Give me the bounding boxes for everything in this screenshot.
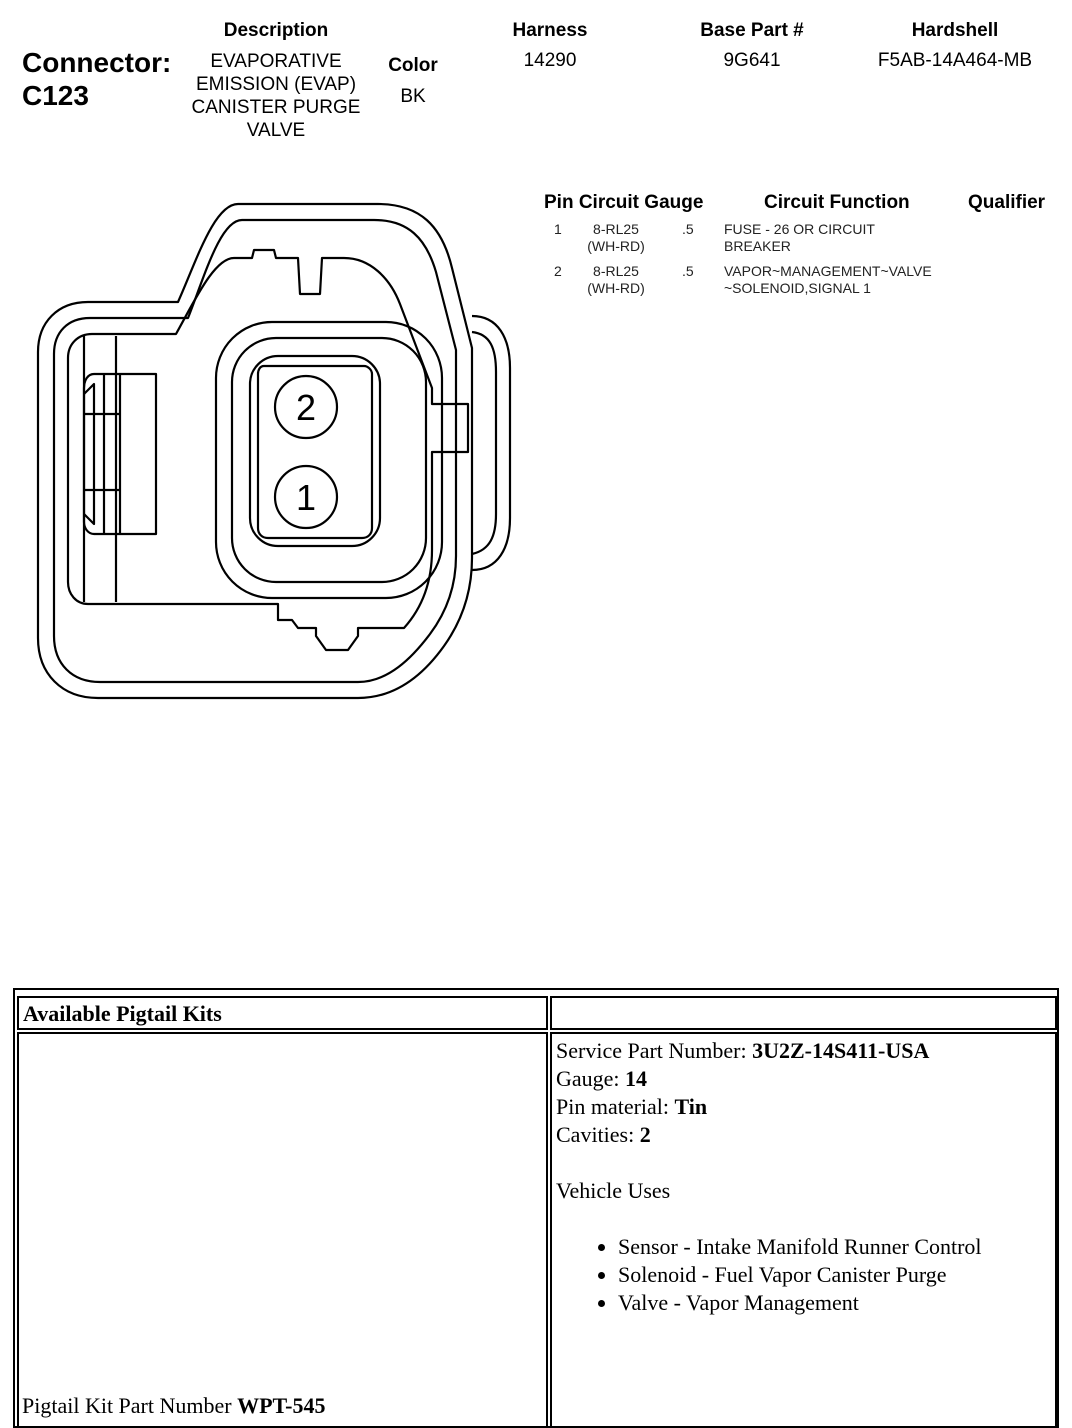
description-line: CANISTER PURGE xyxy=(191,97,361,118)
cavities-value: 2 xyxy=(639,1122,651,1147)
cavities-line xyxy=(556,1121,1051,1149)
vehicle-use-item: • Solenoid - Fuel Vapor Canister Purge xyxy=(618,1261,1051,1289)
vehicle-uses-label: Vehicle Uses xyxy=(556,1178,671,1203)
service-part-line xyxy=(556,1037,1051,1065)
connector-id: C123 xyxy=(22,80,89,111)
hardshell-value: F5AB-14A464-MB xyxy=(877,50,1033,71)
function-line: FUSE - 26 OR CIRCUIT xyxy=(724,221,875,237)
harness-header: Harness xyxy=(512,20,588,41)
gauge-line xyxy=(556,1065,1051,1093)
service-part-value: 3U2Z-14S411-USA xyxy=(752,1038,930,1063)
pin-circuit-gauge-header: Pin Circuit Gauge xyxy=(544,192,704,213)
circuit-value: 8-RL25 xyxy=(593,221,639,237)
pin-1-label: 1 xyxy=(295,477,317,518)
service-part-label: Service Part Number: xyxy=(556,1038,753,1063)
description-line: VALVE xyxy=(246,120,306,141)
description-value xyxy=(166,50,386,142)
vehicle-use-item: • Valve - Vapor Management xyxy=(618,1289,1051,1317)
description-line: EVAPORATIVE xyxy=(210,51,342,72)
function-line: VAPOR~MANAGEMENT~VALVE xyxy=(724,263,932,279)
function-line: ~SOLENOID,SIGNAL 1 xyxy=(724,280,871,296)
qualifier-header: Qualifier xyxy=(968,192,1046,213)
vehicle-use-item: • Sensor - Intake Manifold Runner Control xyxy=(618,1233,1051,1261)
pigtail-header-empty-cell xyxy=(550,996,1057,1030)
cavities-label: Cavities: xyxy=(556,1122,640,1147)
pin-2-label: 2 xyxy=(295,387,317,428)
description-header: Description xyxy=(223,20,329,41)
circuit-color: (WH-RD) xyxy=(587,238,645,254)
gauge-value: 14 xyxy=(625,1066,648,1091)
circuit-function-header: Circuit Function xyxy=(764,192,910,213)
gauge-value: .5 xyxy=(682,221,694,237)
hardshell-header: Hardshell xyxy=(911,20,999,41)
base-part-value: 9G641 xyxy=(723,50,781,71)
pin-number: 2 xyxy=(554,263,562,279)
base-part-header: Base Part # xyxy=(700,20,804,41)
pin-material-line xyxy=(556,1093,1051,1121)
kit-part-value: WPT-545 xyxy=(237,1393,326,1418)
kit-part-label: Pigtail Kit Part Number xyxy=(22,1393,238,1418)
pigtail-title: Available Pigtail Kits xyxy=(23,1001,222,1026)
circuit-color: (WH-RD) xyxy=(587,280,645,296)
function-line: BREAKER xyxy=(724,238,791,254)
vehicle-uses-list xyxy=(556,1233,1051,1317)
pin-material-label: Pin material: xyxy=(556,1094,675,1119)
color-header: Color xyxy=(388,55,438,76)
circuit-value: 8-RL25 xyxy=(593,263,639,279)
pin-number: 1 xyxy=(554,221,562,237)
pigtail-details-cell xyxy=(550,1032,1057,1428)
pigtail-image-cell xyxy=(17,1032,548,1428)
pin-material-value: Tin xyxy=(674,1094,708,1119)
pigtail-title-cell xyxy=(17,996,548,1030)
harness-value: 14290 xyxy=(523,50,577,71)
connector-face-diagram xyxy=(28,198,524,708)
color-value: BK xyxy=(400,86,426,107)
gauge-label: Gauge: xyxy=(556,1066,626,1091)
description-line: EMISSION (EVAP) xyxy=(195,74,357,95)
connector-label xyxy=(22,46,171,112)
gauge-value: .5 xyxy=(682,263,694,279)
connector-label-text: Connector: xyxy=(22,47,172,78)
pigtail-kit-part xyxy=(22,1392,326,1420)
